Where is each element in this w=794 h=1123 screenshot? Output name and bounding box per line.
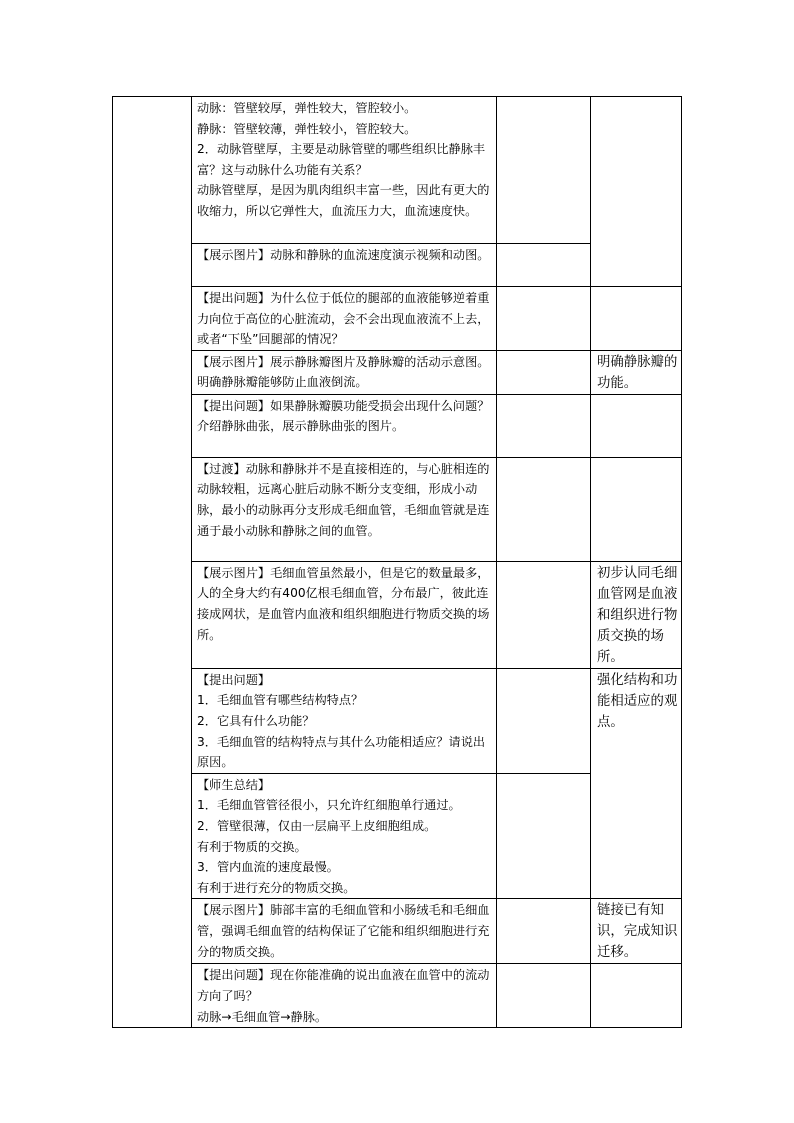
content-line: 【展示图片】毛细血管虽然最小，但是它的数量最多，人的全身大约有400亿根毛细血管，分布最广，彼此连接成网状，是血管内血液和组织细胞进行物质交换的场所。 <box>197 565 490 642</box>
content-line: 【过渡】动脉和静脉并不是直接相连的，与心脏相连的动脉较粗，远离心脏后动脉不断分支变细，形成小动脉，最小的动脉再分支形成毛细血管，毛细血管就是连通于最小动脉和静脉之间的血管。 <box>197 461 490 538</box>
activity-cell <box>497 394 591 457</box>
content-line: 【提出问题】现在你能准确的说出血液在血管中的流动方向了吗？ <box>197 968 490 1003</box>
content-cell <box>192 668 497 773</box>
content-line: 【师生总结】 <box>197 777 271 792</box>
content-cell <box>192 899 497 964</box>
activity-cell <box>497 350 591 394</box>
content-line: 3．毛细血管的结构特点与其什么功能相适应？请说出原因。 <box>197 734 486 770</box>
content-cell <box>192 773 497 899</box>
content-line: 【展示图片】展示静脉瓣图片及静脉瓣的活动示意图。明确静脉瓣能够防止血液倒流。 <box>197 354 490 390</box>
content-line: 2．它具有什么功能？ <box>197 713 315 728</box>
content-line: 1．毛细血管有哪些结构特点？ <box>197 693 364 708</box>
activity-cell <box>497 244 591 287</box>
content-line: 动脉管壁厚，是因为肌肉组织丰富一些，因此有更大的收缩力，所以它弹性大，血流压力大，血流速度快。 <box>197 183 490 218</box>
content-line: 动脉→毛细血管→静脉。 <box>197 1009 328 1024</box>
content-cell <box>192 350 497 394</box>
content-cell <box>192 244 497 287</box>
table-row <box>113 350 682 394</box>
table-row <box>113 287 682 351</box>
content-line: 有利于进行充分的物质交换。 <box>197 880 356 895</box>
content-line: 有利于物质的交换。 <box>197 839 307 854</box>
table-row <box>113 457 682 561</box>
content-line: 【提出问题】 <box>197 672 271 687</box>
activity-cell <box>497 561 591 668</box>
content-line: 【展示图片】肺部丰富的毛细血管和小肠绒毛和毛细血管，强调毛细血管的结构保证了它能和组织细胞进行充分的物质交换。 <box>197 903 490 959</box>
table-row <box>113 668 682 773</box>
content-cell <box>192 457 497 561</box>
content-cell <box>192 287 497 351</box>
goal-cell <box>591 964 682 1028</box>
content-cell <box>192 561 497 668</box>
table-row <box>113 561 682 668</box>
table-row <box>113 97 682 244</box>
stage-cell <box>113 97 192 1028</box>
goal-cell: 链接已有知识，完成知识迁移。 <box>591 899 682 964</box>
activity-cell <box>497 287 591 351</box>
lesson-plan-table <box>112 96 682 1028</box>
content-line: 2．管壁很薄，仅由一层扁平上皮细胞组成。 <box>197 818 437 833</box>
content-line: 静脉：管壁较薄，弹性较小，管腔较大。 <box>197 121 417 136</box>
content-line: 3．管内血流的速度最慢。 <box>197 860 339 875</box>
content-line: 【提出问题】如果静脉瓣膜功能受损会出现什么问题？ <box>197 398 490 413</box>
activity-cell <box>497 964 591 1028</box>
table-row <box>113 964 682 1028</box>
content-cell <box>192 394 497 457</box>
activity-cell <box>497 899 591 964</box>
activity-cell <box>497 457 591 561</box>
goal-cell <box>591 394 682 457</box>
activity-cell <box>497 97 591 244</box>
content-line: 介绍静脉曲张，展示静脉曲张的图片。 <box>197 419 405 434</box>
activity-cell <box>497 773 591 899</box>
goal-cell: 初步认同毛细血管网是血液和组织进行物质交换的场所。 <box>591 561 682 668</box>
activity-cell <box>497 668 591 773</box>
content-cell <box>192 97 497 244</box>
content-line: 2．动脉管壁厚，主要是动脉管壁的哪些组织比静脉丰富？这与动脉什么功能有关系？ <box>197 142 486 177</box>
goal-cell: 明确静脉瓣的功能。 <box>591 350 682 394</box>
goal-cell <box>591 287 682 351</box>
content-line: 【提出问题】为什么位于低位的腿部的血液能够逆着重力向位于高位的心脏流动，会不会出现血液流不上去，或者“下坠”回腿部的情况？ <box>197 291 490 347</box>
table-row <box>113 394 682 457</box>
goal-cell <box>591 457 682 561</box>
goal-cell: 强化结构和功能相适应的观点。 <box>591 668 682 899</box>
content-cell <box>192 964 497 1028</box>
content-line: 1．毛细血管管径很小，只允许红细胞单行通过。 <box>197 798 461 813</box>
goal-cell <box>591 97 682 287</box>
content-line: 【展示图片】动脉和静脉的血流速度演示视频和动图。 <box>197 248 490 262</box>
table-row <box>113 899 682 964</box>
content-line: 动脉：管壁较厚，弹性较大，管腔较小。 <box>197 101 417 115</box>
